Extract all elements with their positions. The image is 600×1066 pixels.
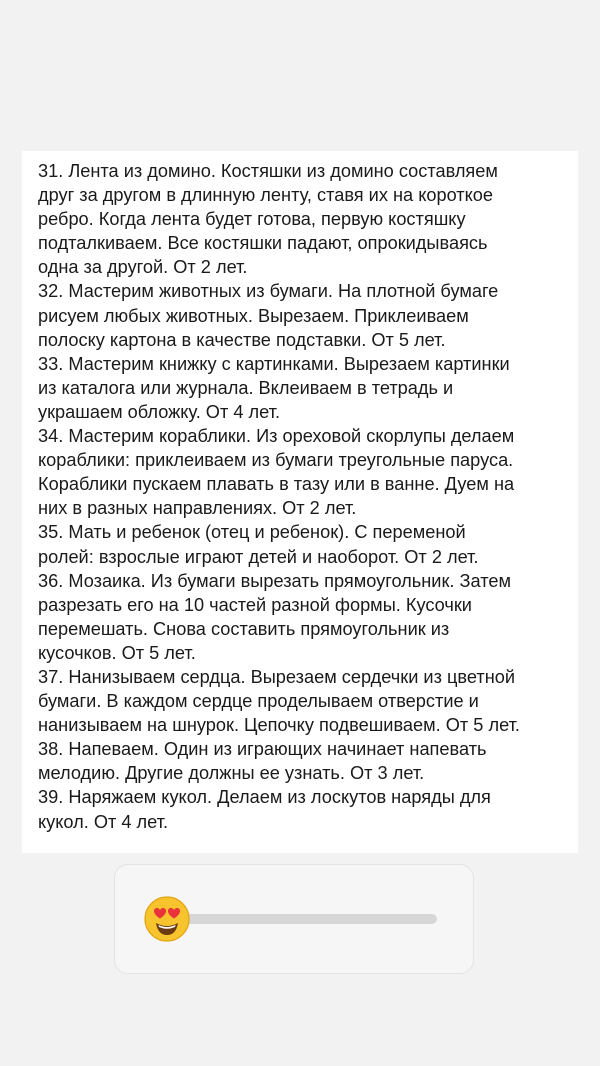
list-item: 33. Мастерим книжку с картинками. Вырезаем картинки из каталога или журнала. Вклеиваем в тетрадь и украшаем обложку. От 4 лет. [38, 353, 510, 422]
list-item: 38. Напеваем. Один из играющих начинает напевать мелодию. Другие должны ее узнать. От 3 лет. [38, 739, 487, 784]
heart-eyes-emoji-icon[interactable] [143, 895, 191, 943]
list-item: 34. Мастерим кораблики. Из ореховой скорлупы делаем кораблики: приклеиваем из бумаги треугольные паруса. Кораблики пускаем плавать в тазу или в ванне. Дуем на них в разных направлениях. От 2 лет. [38, 426, 515, 519]
list-item: 37. Нанизываем сердца. Вырезаем сердечки из цветной бумаги. В каждом сердце проделываем отверстие и нанизываем на шнурок. Цепочку подвешиваем. От 5 лет. [38, 666, 520, 736]
emoji-slider-sticker [114, 864, 474, 974]
list-item: 32. Мастерим животных из бумаги. На плотной бумаге рисуем любых животных. Вырезаем. Приклеиваем полоску картона в качестве подставки. От 5 лет. [38, 281, 499, 350]
text-card [22, 151, 578, 853]
list-item: 31. Лента из домино. Костяшки из домино составляем друг за другом в длинную ленту, ставя их на короткое ребро. Когда лента будет готова, первую костяшку подталкиваем. Все костяшки падают, опрокидываясь одна за другой. От 2 лет. [38, 161, 498, 278]
list-item: 36. Мозаика. Из бумаги вырезать прямоугольник. Затем разрезать его на 10 частей разной формы. Кусочки перемешать. Снова составить прямоугольник из кусочков. От 5 лет. [38, 570, 511, 663]
slider-track[interactable] [159, 914, 437, 924]
list-item: 35. Мать и ребенок (отец и ребенок). С переменой ролей: взрослые играют детей и наоборот. От 2 лет. [38, 522, 479, 567]
list-item: 39. Наряжаем кукол. Делаем из лоскутов наряды для кукол. От 4 лет. [38, 787, 491, 832]
